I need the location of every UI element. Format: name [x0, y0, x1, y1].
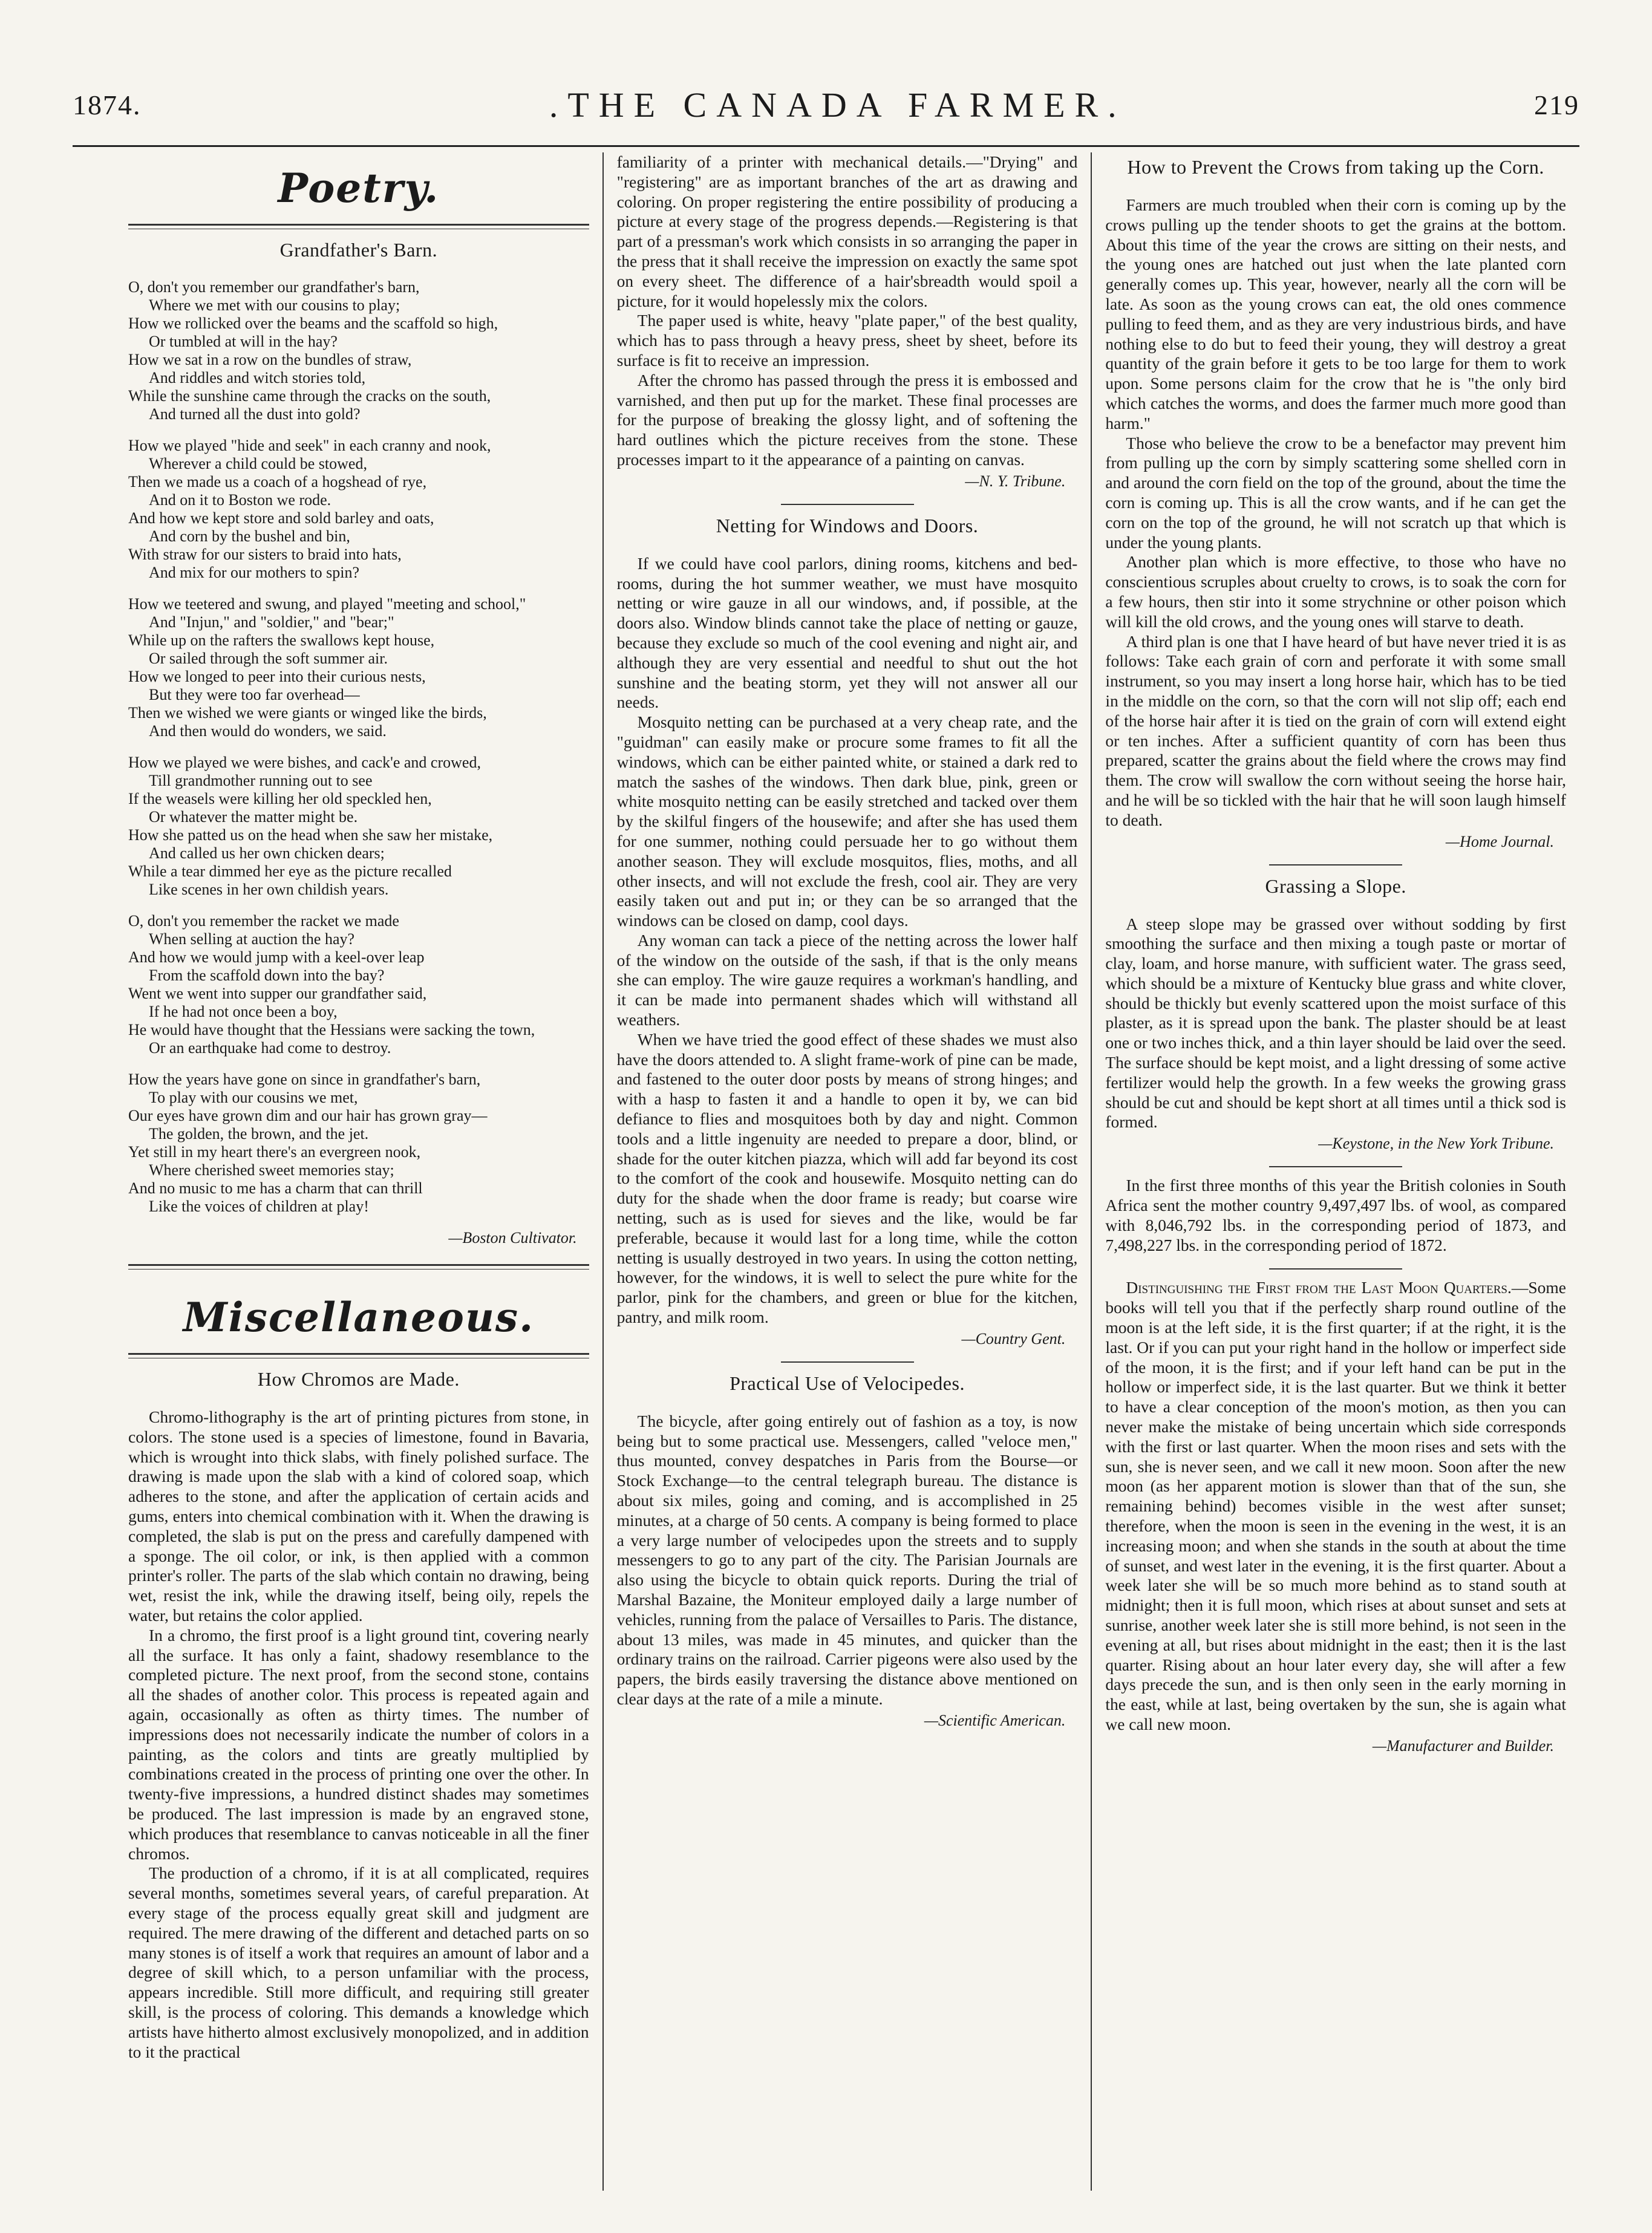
- poem-stanza: [128, 595, 589, 740]
- poem-line: Where cherished sweet memories stay;: [149, 1161, 394, 1179]
- poem-line: How we longed to peer into their curious nests,: [128, 668, 426, 685]
- poem-line: Wherever a child could be stowed,: [149, 455, 367, 472]
- paragraph: The paper used is white, heavy "plate paper," of the best quality, which has to pass through a heavy press, sheet by sheet, before its surface is fit to receive an impression.: [616, 311, 1078, 370]
- poem-line: How she patted us on the head when she saw her mistake,: [128, 826, 493, 844]
- poem-line: And on it to Boston we rode.: [149, 491, 331, 509]
- article-credit: —Scientific American.: [924, 1711, 1066, 1729]
- poem-line: And how we kept store and sold barley and oats,: [128, 509, 434, 527]
- header-rule: [73, 145, 1579, 147]
- paragraph: In the first three months of this year the British colonies in South Africa sent the mother country 9,497,497 lbs. of wool, as compared with 8,046,792 lbs. in the corresponding period of 1873, and 7,498,227 lbs. in the corresponding period of 1872.: [1105, 1176, 1567, 1254]
- poem-line: To play with our cousins we met,: [149, 1089, 358, 1106]
- paragraph: Chromo-lithography is the art of printing pictures from stone, in colors. The stone used is a species of limestone, found in Bavaria, which is wrought into thick slabs, with finely polished surface. The drawing is made upon the slab with a kind of colored soap, which adheres to the stone, and after the application of certain acids and gums, enters into chemical combination with it. When the drawing is completed, the slab is put on the press and carefully dampened with a sponge. The oil color, or ink, is then applied with a common printer's roller. The parts of the slab which contain no drawing, being wet, resist the ink, while the drawing itself, being oily, repels the water, but retains the color applied.: [128, 1407, 589, 1625]
- article-title: Grassing a Slope.: [1265, 875, 1406, 897]
- paragraph: [1105, 1278, 1566, 1734]
- poem-body: [128, 278, 589, 1216]
- column-2: [604, 152, 1092, 2191]
- poem-line: How we rollicked over the beams and the scaffold so high,: [128, 315, 498, 332]
- issue-year: 1874.: [73, 89, 142, 120]
- paragraph: Those who believe the crow to be a benefactor may prevent him from pulling up the corn by simply scattering some shelled corn in and around the corn field on the top of the ground, about the time the corn is coming up. This is all the crow wants, and if he can get the corn on the top of the ground, he will not scratch up that which is under the young plants.: [1105, 433, 1567, 552]
- paragraph: When we have tried the good effect of these shades we must also have the doors attended to. A slight frame-work of pine can be made, and fastened to the outer door posts by means of strong hinges; and with a hasp to fasten it and a handle to open it by, we can bid defiance to flies and mosquitoes both by day and night. Common tools and a little ingenuity are needed to prepare a door, blind, or shade for the outer kitchen piazza, which will add far beyond its cost to the comfort of the cook and housewife. Mosquito netting can do duty for the shade when the door frame is ready; but coarse wire netting, such as is used for sieves and the like, would be far preferable, because it would last for a long time, while the cotton netting is usually destroyed in two years. In using the cotton netting, however, for the windows, it is well to select the pure white for the parlor, pink for the chambers, and green or blue for the kitchen, pantry, and milk room.: [616, 1029, 1078, 1327]
- poem-line: With straw for our sisters to braid into hats,: [128, 546, 402, 563]
- paragraph: Another plan which is more effective, to those who have no conscientious scruples about cruelty to crows, is to soak the corn for a few hours, then stir into it some strychnine or other poison which will kill the old crows, and the young ones will starve to death.: [1105, 552, 1567, 631]
- poem-line: Yet still in my heart there's an evergreen nook,: [128, 1143, 421, 1161]
- section-rule: [128, 224, 589, 229]
- poem-credit: —Boston Cultivator.: [448, 1229, 577, 1247]
- poem-line: Then we wished we were giants or winged like the birds,: [128, 704, 487, 722]
- poem-stanza: [128, 278, 589, 423]
- poetry-heading: Poetry.: [278, 165, 440, 212]
- paragraph: A third plan is one that I have heard of but have never tried it is as follows: Take each grain of corn and perforate it with some small instrument, so you may insert a long horse hair, which has to be tied in the middle on the corn, so that the corn will not slip off; each end of the horse hair after it is tied on the grain of corn will extend eight or ten inches. After a sufficient quantity of corn has been thus prepared, scatter the grains about the field where the crows may find them. The crow will swallow the corn without seeing the horse hair, and he will be so tickled with the hair that he will soon laugh himself to death.: [1105, 631, 1567, 829]
- poem-line: How we played we were bishes, and cack'e and crowed,: [128, 754, 481, 771]
- masthead: [73, 71, 1579, 138]
- poem-line: Went we went into supper our grandfather said,: [128, 985, 427, 1002]
- column-3: [1092, 152, 1579, 2191]
- poem-line: And then would do wonders, we said.: [149, 722, 387, 740]
- poem-line: How we sat in a row on the bundles of straw,: [128, 351, 412, 368]
- poem-line: Or tumbled at will in the hay?: [149, 333, 338, 350]
- publication-title: .THE CANADA FARMER.: [549, 85, 1126, 125]
- poem-line: And turned all the dust into gold?: [149, 405, 361, 423]
- poem-line: Or an earthquake had come to destroy.: [149, 1039, 391, 1057]
- paragraph: After the chromo has passed through the press it is embossed and varnished, and then put up for the market. These final processes are for the purpose of breaking the glossy light, and of softening the hard outlines which the picture receives from the stone. These processes impart to it the appearance of a painting on canvas.: [616, 370, 1078, 469]
- paragraph: The production of a chromo, if it is at all complicated, requires several months, sometimes several years, of careful preparation. At every stage of the process equally great skill and judgment are required. The mere drawing of the different and detached parts on so many stones is of itself a work that requires an amount of labor and a degree of skill which, to a person unfamiliar with the process, appears incredible. Still more difficult, and requiring still greater skill, is the process of coloring. This demands a knowledge which artists have hitherto almost exclusively monopolized, and in addition to it the practical: [128, 1863, 589, 2061]
- poem-line: O, don't you remember our grandfather's barn,: [128, 278, 420, 296]
- article-credit: —Manufacturer and Builder.: [1372, 1736, 1555, 1755]
- article-credit: —Country Gent.: [961, 1329, 1066, 1348]
- columns: [115, 152, 1579, 2191]
- poem-line: Till grandmother running out to see: [149, 772, 373, 789]
- poem-line: He would have thought that the Hessians were sacking the town,: [128, 1021, 535, 1038]
- moon-body: —Some books will tell you that if the perfectly sharp round outline of the moon is at the left side, it is the first quarter; if at the right, it is the last. Or if you can put your right hand in the hollow or imperfect side of the moon, it is the first; and if your left hand can be put in the hollow or imperfect side, it is the last quarter. But we think it better to have a clear conception of the moon's motion, as then you can never make the mistake of being uncertain which side corresponds with the first or last quarter. When the moon rises and sets with the sun, she is never seen, and we call it new moon. Soon after the new moon (as her apparent motion is slower than that of the sun, she remaining behind) becomes visible in the west after sunset; therefore, when the moon is seen in the evening in the west, it is an increasing moon; and when she stands in the south at about the time of sunset, and west later in the evening, it is the first quarter. About a week later she will be so much more behind as to stand south at midnight; then it is full moon, which rises at about sunset and sets at sunrise, another week later she is still more behind, is not seen in the evening at all, but rises about midnight in the east; then it is the last quarter. Rising about an hour later every day, she will after a few days precede the sun, and is then only seen in the early morning in the east, while at last, being overtaken by the sun, she is again what we call new moon.: [1105, 1278, 1567, 1733]
- article-credit: —Home Journal.: [1445, 832, 1555, 850]
- moon-lead-in: Distinguishing the First from the Last Moon Quarters.: [1126, 1278, 1512, 1297]
- poem-line: And riddles and witch stories told,: [149, 369, 366, 386]
- poem-line: From the scaffold down into the bay?: [149, 967, 385, 984]
- paragraph: Any woman can tack a piece of the netting across the lower half of the window on the outside of the sash, if that is the only means she can employ. The wire gauze requires a workman's handling, and it can be made into permanent shades which will withstand all weathers.: [616, 930, 1078, 1029]
- poem-line: While a tear dimmed her eye as the picture recalled: [128, 862, 452, 880]
- poem-line: Then we made us a coach of a hogshead of rye,: [128, 473, 427, 491]
- section-rule: [128, 1264, 589, 1270]
- paragraph: Mosquito netting can be purchased at a very cheap rate, and the "guidman" can easily make or procure some frames to fit all the windows, which can be either painted white, or stained a dark red to match the sashes of the windows. Then dark blue, pink, green or white mosquito netting can be easily stretched and tacked over them by the skilful fingers of the housewife; and after she has used them for one summer, nothing could persuade her to go without them another season. They will exclude mosquitos, flies, moths, and all other insects, and will not exclude the fresh, cool air. They are very easily taken out and put in; or they can be so arranged that the windows can be closed on damp, cool days.: [616, 712, 1078, 930]
- poem-line: The golden, the brown, and the jet.: [149, 1125, 369, 1143]
- poem-line: Or whatever the matter might be.: [149, 808, 358, 826]
- poem-line: And mix for our mothers to spin?: [149, 564, 360, 581]
- poem-line: If the weasels were killing her old speckled hen,: [128, 790, 432, 807]
- poem-stanza: [128, 437, 589, 582]
- article-credit: —Keystone, in the New York Tribune.: [1318, 1135, 1555, 1153]
- column-1: [115, 152, 604, 2191]
- poem-line: Our eyes have grown dim and our hair has grown gray—: [128, 1107, 488, 1124]
- article-rule: [1269, 1166, 1402, 1167]
- poem-line: And how we would jump with a keel-over leap: [128, 948, 425, 966]
- paragraph: Farmers are much troubled when their corn is coming up by the crows pulling up the tender shoots to get the grains at the bottom. About this time of the year the crows are sitting on their nests, and the young ones are hatched out just when the late planted corn generally comes up. This year, however, nearly all the corn will be late. As soon as the young crows can eat, the old ones commence pulling to feed them, and as they are very industrious birds, and have nothing else to do but to feed their young, they will destroy a great quantity of the grain before it gets to be too large for them to work upon. Some persons claim for the crow that he is "the only bird which catches the worms, and does the farmer much more good than harm.": [1105, 195, 1567, 432]
- poem-line: Like scenes in her own childish years.: [149, 881, 389, 898]
- article-title: How Chromos are Made.: [257, 1368, 460, 1390]
- article-title: How to Prevent the Crows from taking up the Corn.: [1127, 156, 1544, 178]
- poem-line: And called us her own chicken dears;: [149, 844, 385, 862]
- poem-line: If he had not once been a boy,: [149, 1003, 338, 1020]
- paragraph: A steep slope may be grassed over without sodding by first smoothing the surface and then mixing a tough paste or mortar of clay, loam, and horse manure, with sufficient water. The grass seed, which should be a mixture of Kentucky blue grass and white clover, should be thickly but evenly scattered upon the moist surface of this plaster, as it is spread upon the bank. The plaster should be at least one or two inches thick, and a thin layer should be laid over the seed. The surface should be kept moist, and a light dressing of some active fertilizer would help the growth. In a few weeks the growing grass should be cut and should be kept short at all times until a thick sod is formed.: [1105, 914, 1567, 1132]
- paragraph: familiarity of a printer with mechanical details.—"Drying" and "registering" are as important branches of the art as drawing and coloring. On proper registering the entire possibility of producing a picture at every stage of the progress depends.—Registering is that part of a pressman's work which consists in so arranging the paper in the press that it shall receive the impression on exactly the same spot on every sheet. The difference of a hair'sbreadth would spoil a picture, for it would hopelessly mix the colors.: [616, 152, 1078, 310]
- article-rule: [1269, 1268, 1402, 1270]
- paragraph: The bicycle, after going entirely out of fashion as a toy, is now being but to some practical use. Messengers, called "veloce men," thus mounted, convey despatches in Paris from the Bourse—or Stock Exchange—to the central telegraph bureau. The distance is about six miles, going and coming, and is accomplished in 25 minutes, at a charge of 50 cents. A company is being formed to place a very large number of velocipedes upon the streets and to supply messengers to go to any part of the city. The Parisian Journals are also using the bicycle to obtain quick reports. During the trial of Marshal Bazaine, the Moniteur employed daily a large number of vehicles, running from the palace of Versailles to Paris. The distance, about 13 miles, was made in 45 minutes, and quicker than the ordinary trains on the railroad. Carrier pigeons were also used by the papers, the birds easily traversing the distance above mentioned on clear days at the rate of a mile a minute.: [616, 1411, 1078, 1708]
- poem-line: But they were too far overhead—: [149, 686, 360, 703]
- poem-line: How we teetered and swung, and played "meeting and school,": [128, 595, 526, 613]
- poem-line: O, don't you remember the racket we made: [128, 912, 399, 930]
- paragraph: In a chromo, the first proof is a light ground tint, covering nearly all the surface. It has only a faint, shadowy resemblance to the completed picture. The next proof, from the second stone, contains all the shades of another color. This process is repeated again and again, occasionally as often as thirty times. The number of impressions does not necessarily indicate the number of colors in a painting, as the colors and tints are greatly multiplied by combinations created in the process of printing one over the other. In twenty-five impressions, a hundred distinct shades may sometimes be produced. The last impression is made by an engraved stone, which produces that resemblance to canvas noticeable in all the finer chromos.: [128, 1625, 589, 1863]
- section-rule: [128, 1353, 589, 1358]
- poem-line: Where we met with our cousins to play;: [149, 296, 400, 314]
- poem-line: And no music to me has a charm that can thrill: [128, 1179, 423, 1197]
- page-number: 219: [1534, 89, 1579, 120]
- poem-line: Or sailed through the soft summer air.: [149, 650, 388, 667]
- poem-stanza: [128, 754, 589, 899]
- article-rule: [1269, 864, 1402, 865]
- poem-line: How the years have gone on since in grandfather's barn,: [128, 1071, 481, 1088]
- poem-line: How we played "hide and seek" in each cranny and nook,: [128, 437, 491, 454]
- poem-line: While up on the rafters the swallows kept house,: [128, 631, 435, 649]
- poem-title: Grandfather's Barn.: [279, 239, 438, 261]
- poem-line: When selling at auction the hay?: [149, 930, 355, 948]
- poem-stanza: [128, 1071, 589, 1216]
- article-title: Practical Use of Velocipedes.: [730, 1372, 965, 1394]
- paragraph: If we could have cool parlors, dining rooms, kitchens and bed-rooms, during the hot summer weather, we must have mosquito netting or wire gauze in all our windows, and, if possible, at the doors also. Window blinds cannot take the place of netting or gauze, because they exclude so much of the cool evening and night air, and although they are very essential and needful to shut out the hot sunshine and the beating storm, yet they will not answer all our needs.: [616, 553, 1078, 712]
- poem-line: And "Injun," and "soldier," and "bear;": [149, 613, 394, 631]
- poem-line: And corn by the bushel and bin,: [149, 527, 350, 545]
- article-rule: [781, 504, 914, 505]
- poem-line: While the sunshine came through the cracks on the south,: [128, 387, 491, 405]
- poem-stanza: [128, 912, 589, 1057]
- miscellaneous-heading: Miscellaneous.: [183, 1294, 535, 1341]
- article-title: Netting for Windows and Doors.: [716, 514, 979, 536]
- article-credit: —N. Y. Tribune.: [965, 472, 1066, 490]
- article-rule: [781, 1361, 914, 1363]
- poem-line: Like the voices of children at play!: [149, 1198, 369, 1215]
